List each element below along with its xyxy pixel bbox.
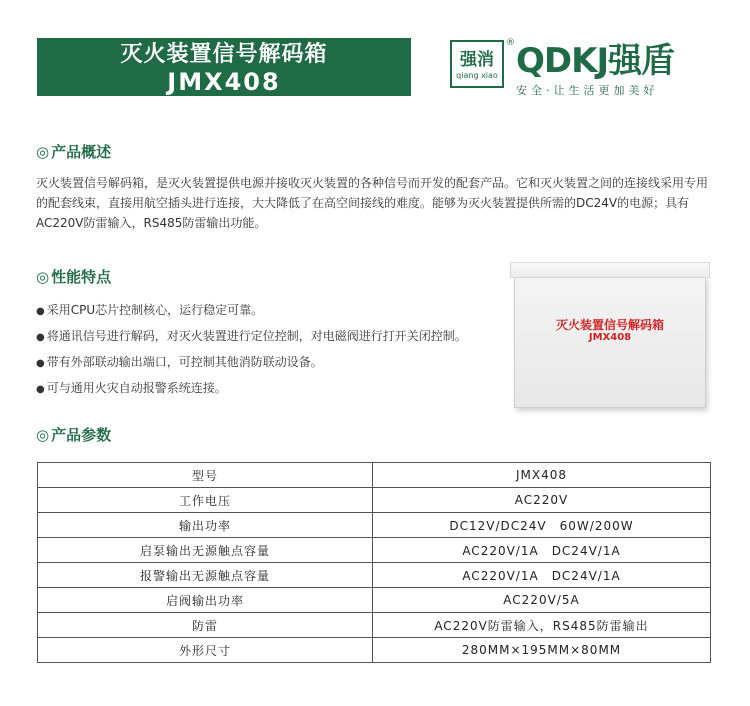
features-heading [36, 266, 111, 287]
param-value: AC220V [373, 488, 711, 513]
table-row [38, 638, 711, 663]
param-label: 输出功率 [38, 513, 373, 538]
features-heading-text: 性能特点 [51, 268, 112, 286]
circle-dot-icon: ◎ [36, 268, 50, 286]
param-label: 报警输出无源触点容量 [38, 563, 373, 588]
table-row [38, 488, 711, 513]
param-value: AC220V/5A [373, 588, 711, 613]
list-item: ● 可与通用火灾自动报警系统连接。 [36, 381, 227, 395]
params-heading-text: 产品参数 [51, 426, 112, 444]
page-title: 灭火装置信号解码箱 [120, 42, 328, 67]
param-value: AC220V/1A DC24V/1A [373, 563, 711, 588]
brand-slogan: 安全·让生活更加美好 [516, 84, 659, 97]
param-value: AC220V防雷输入，RS485防雷输出 [373, 613, 711, 638]
brand-badge-pinyin: qiang xiao [456, 71, 498, 80]
param-label: 启泵输出无源触点容量 [38, 538, 373, 563]
param-value: JMX408 [373, 463, 711, 488]
param-label: 外形尺寸 [38, 638, 373, 663]
table-row [38, 588, 711, 613]
overview-text: 灭火装置信号解码箱，是灭火装置提供电源并接收灭火装置的各种信号而开发的配套产品。它和灭火装置之间的连接线采用专用的配套线束，直接用航空插头进行连接，大大降低了在高空间接线的难度。能够为灭火装置提供所需的DC24V的电源；具有AC220V防雷输入，RS485防雷输出功能。 [36, 176, 709, 230]
table-row [38, 613, 711, 638]
brand-badge-cn: 强消 [460, 50, 494, 70]
bullet-icon: ● [36, 358, 45, 369]
param-value: 280MM×195MM×80MM [373, 638, 711, 663]
product-image [510, 262, 710, 412]
brand-logo: QDKJ强盾 [516, 41, 675, 81]
overview-heading [36, 141, 111, 162]
list-item: ● 采用CPU芯片控制核心，运行稳定可靠。 [36, 303, 264, 317]
overview-heading-text: 产品概述 [51, 143, 112, 161]
param-label: 防雷 [38, 613, 373, 638]
table-row [38, 463, 711, 488]
list-item: ● 将通讯信号进行解码，对灭火装置进行定位控制，对电磁阀进行打开关闭控制。 [36, 329, 467, 343]
params-table [37, 462, 711, 663]
title-banner [37, 38, 411, 96]
param-label: 启阀输出功率 [38, 588, 373, 613]
product-label-cn: 灭火装置信号解码箱 [555, 318, 664, 332]
product-label-model: JMX408 [588, 332, 632, 343]
param-value: DC12V/DC24V 60W/200W [373, 513, 711, 538]
bullet-icon: ● [36, 384, 45, 395]
brand-badge [450, 40, 504, 88]
param-label: 工作电压 [38, 488, 373, 513]
bullet-icon: ● [36, 332, 45, 343]
registered-mark: ® [506, 38, 515, 48]
circle-dot-icon: ◎ [36, 426, 50, 444]
table-row [38, 538, 711, 563]
param-label: 型号 [38, 463, 373, 488]
circle-dot-icon: ◎ [36, 143, 50, 161]
brand-logo-block [450, 38, 720, 96]
table-row [38, 513, 711, 538]
params-heading [36, 424, 111, 445]
bullet-icon: ● [36, 306, 45, 317]
page-model: JMX408 [167, 68, 281, 96]
list-item: ● 带有外部联动输出端口，可控制其他消防联动设备。 [36, 355, 323, 369]
param-value: AC220V/1A DC24V/1A [373, 538, 711, 563]
table-row [38, 563, 711, 588]
features-list [36, 298, 467, 402]
product-box-top [510, 262, 710, 278]
